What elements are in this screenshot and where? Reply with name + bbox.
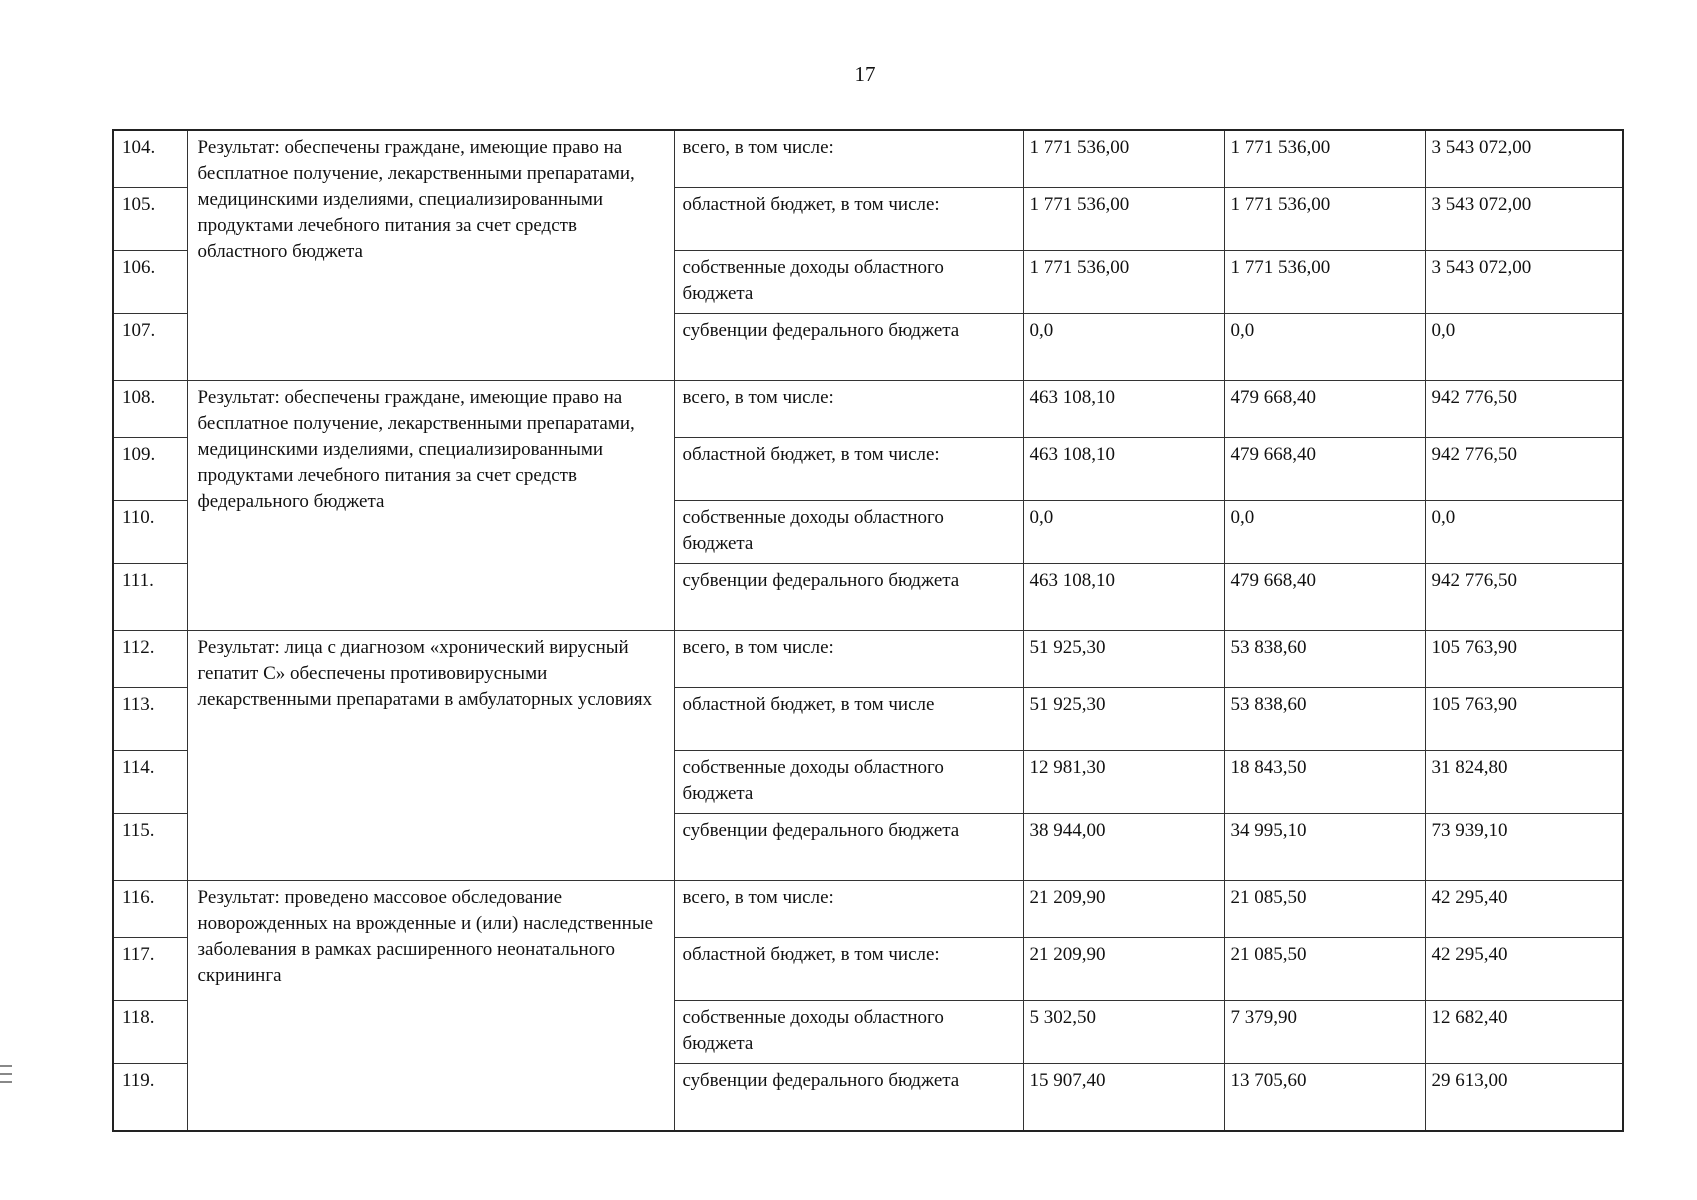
- year-1-value-cell: 12 981,30: [1023, 751, 1224, 814]
- margin-mark: [0, 1081, 12, 1083]
- total-value-cell: 3 543 072,00: [1425, 251, 1623, 314]
- funding-source-cell: субвенции федерального бюджета: [674, 314, 1023, 381]
- year-1-value-cell: 1 771 536,00: [1023, 188, 1224, 251]
- row-number-cell: 117.: [113, 938, 187, 1001]
- year-1-value-cell: 1 771 536,00: [1023, 130, 1224, 188]
- table-row: [113, 631, 1623, 688]
- year-2-value-cell: 7 379,90: [1224, 1001, 1425, 1064]
- year-2-value-cell: 1 771 536,00: [1224, 188, 1425, 251]
- result-description-cell: Результат: обеспечены граждане, имеющие право на бесплатное получение, лекарственными препаратами, медицинскими изделиями, специализированными продуктами лечебного питания за счет средств областного бюджета: [187, 130, 674, 381]
- row-number-cell: 113.: [113, 688, 187, 751]
- total-value-cell: 29 613,00: [1425, 1064, 1623, 1132]
- year-1-value-cell: 5 302,50: [1023, 1001, 1224, 1064]
- year-2-value-cell: 34 995,10: [1224, 814, 1425, 881]
- total-value-cell: 31 824,80: [1425, 751, 1623, 814]
- total-value-cell: 3 543 072,00: [1425, 130, 1623, 188]
- table-row: [113, 381, 1623, 438]
- funding-source-cell: субвенции федерального бюджета: [674, 1064, 1023, 1132]
- year-2-value-cell: 53 838,60: [1224, 631, 1425, 688]
- funding-source-cell: всего, в том числе:: [674, 631, 1023, 688]
- year-2-value-cell: 18 843,50: [1224, 751, 1425, 814]
- row-number-cell: 108.: [113, 381, 187, 438]
- row-number-cell: 116.: [113, 881, 187, 938]
- year-2-value-cell: 13 705,60: [1224, 1064, 1425, 1132]
- total-value-cell: 105 763,90: [1425, 631, 1623, 688]
- row-number-cell: 110.: [113, 501, 187, 564]
- budget-table: [112, 129, 1624, 1132]
- budget-table-body: [113, 130, 1623, 1131]
- funding-source-cell: собственные доходы областного бюджета: [674, 751, 1023, 814]
- funding-source-cell: всего, в том числе:: [674, 881, 1023, 938]
- year-1-value-cell: 463 108,10: [1023, 381, 1224, 438]
- year-1-value-cell: 1 771 536,00: [1023, 251, 1224, 314]
- total-value-cell: 942 776,50: [1425, 381, 1623, 438]
- funding-source-cell: собственные доходы областного бюджета: [674, 251, 1023, 314]
- year-1-value-cell: 15 907,40: [1023, 1064, 1224, 1132]
- funding-source-cell: областной бюджет, в том числе:: [674, 938, 1023, 1001]
- funding-source-cell: областной бюджет, в том числе:: [674, 438, 1023, 501]
- total-value-cell: 42 295,40: [1425, 881, 1623, 938]
- total-value-cell: 942 776,50: [1425, 564, 1623, 631]
- total-value-cell: 73 939,10: [1425, 814, 1623, 881]
- margin-mark: [0, 1065, 12, 1067]
- table-row: [113, 881, 1623, 938]
- row-number-cell: 109.: [113, 438, 187, 501]
- funding-source-cell: всего, в том числе:: [674, 381, 1023, 438]
- year-1-value-cell: 463 108,10: [1023, 438, 1224, 501]
- total-value-cell: 0,0: [1425, 314, 1623, 381]
- year-2-value-cell: 479 668,40: [1224, 564, 1425, 631]
- margin-mark: [0, 1073, 12, 1075]
- row-number-cell: 114.: [113, 751, 187, 814]
- year-2-value-cell: 21 085,50: [1224, 881, 1425, 938]
- total-value-cell: 42 295,40: [1425, 938, 1623, 1001]
- year-2-value-cell: 479 668,40: [1224, 438, 1425, 501]
- row-number-cell: 104.: [113, 130, 187, 188]
- funding-source-cell: областной бюджет, в том числе:: [674, 188, 1023, 251]
- year-1-value-cell: 21 209,90: [1023, 938, 1224, 1001]
- total-value-cell: 942 776,50: [1425, 438, 1623, 501]
- funding-source-cell: областной бюджет, в том числе: [674, 688, 1023, 751]
- year-1-value-cell: 51 925,30: [1023, 688, 1224, 751]
- year-1-value-cell: 463 108,10: [1023, 564, 1224, 631]
- table-row: [113, 130, 1623, 188]
- row-number-cell: 107.: [113, 314, 187, 381]
- page-number: 17: [854, 62, 876, 86]
- total-value-cell: 3 543 072,00: [1425, 188, 1623, 251]
- year-2-value-cell: 0,0: [1224, 501, 1425, 564]
- year-1-value-cell: 51 925,30: [1023, 631, 1224, 688]
- funding-source-cell: всего, в том числе:: [674, 130, 1023, 188]
- row-number-cell: 115.: [113, 814, 187, 881]
- row-number-cell: 105.: [113, 188, 187, 251]
- total-value-cell: 0,0: [1425, 501, 1623, 564]
- year-2-value-cell: 0,0: [1224, 314, 1425, 381]
- funding-source-cell: субвенции федерального бюджета: [674, 564, 1023, 631]
- year-1-value-cell: 0,0: [1023, 501, 1224, 564]
- year-1-value-cell: 21 209,90: [1023, 881, 1224, 938]
- year-2-value-cell: 53 838,60: [1224, 688, 1425, 751]
- funding-source-cell: субвенции федерального бюджета: [674, 814, 1023, 881]
- year-1-value-cell: 38 944,00: [1023, 814, 1224, 881]
- funding-source-cell: собственные доходы областного бюджета: [674, 501, 1023, 564]
- total-value-cell: 12 682,40: [1425, 1001, 1623, 1064]
- funding-source-cell: собственные доходы областного бюджета: [674, 1001, 1023, 1064]
- year-2-value-cell: 21 085,50: [1224, 938, 1425, 1001]
- year-2-value-cell: 479 668,40: [1224, 381, 1425, 438]
- year-2-value-cell: 1 771 536,00: [1224, 130, 1425, 188]
- row-number-cell: 106.: [113, 251, 187, 314]
- result-description-cell: Результат: проведено массовое обследование новорожденных на врожденные и (или) наследственные заболевания в рамках расширенного неонатального скрининга: [187, 881, 674, 1132]
- row-number-cell: 118.: [113, 1001, 187, 1064]
- year-2-value-cell: 1 771 536,00: [1224, 251, 1425, 314]
- total-value-cell: 105 763,90: [1425, 688, 1623, 751]
- result-description-cell: Результат: обеспечены граждане, имеющие право на бесплатное получение, лекарственными препаратами, медицинскими изделиями, специализированными продуктами лечебного питания за счет средств федерального бюджета: [187, 381, 674, 631]
- year-1-value-cell: 0,0: [1023, 314, 1224, 381]
- result-description-cell: Результат: лица с диагнозом «хронический вирусный гепатит С» обеспечены противовирусными лекарственными препаратами в амбулаторных условиях: [187, 631, 674, 881]
- row-number-cell: 119.: [113, 1064, 187, 1132]
- row-number-cell: 112.: [113, 631, 187, 688]
- row-number-cell: 111.: [113, 564, 187, 631]
